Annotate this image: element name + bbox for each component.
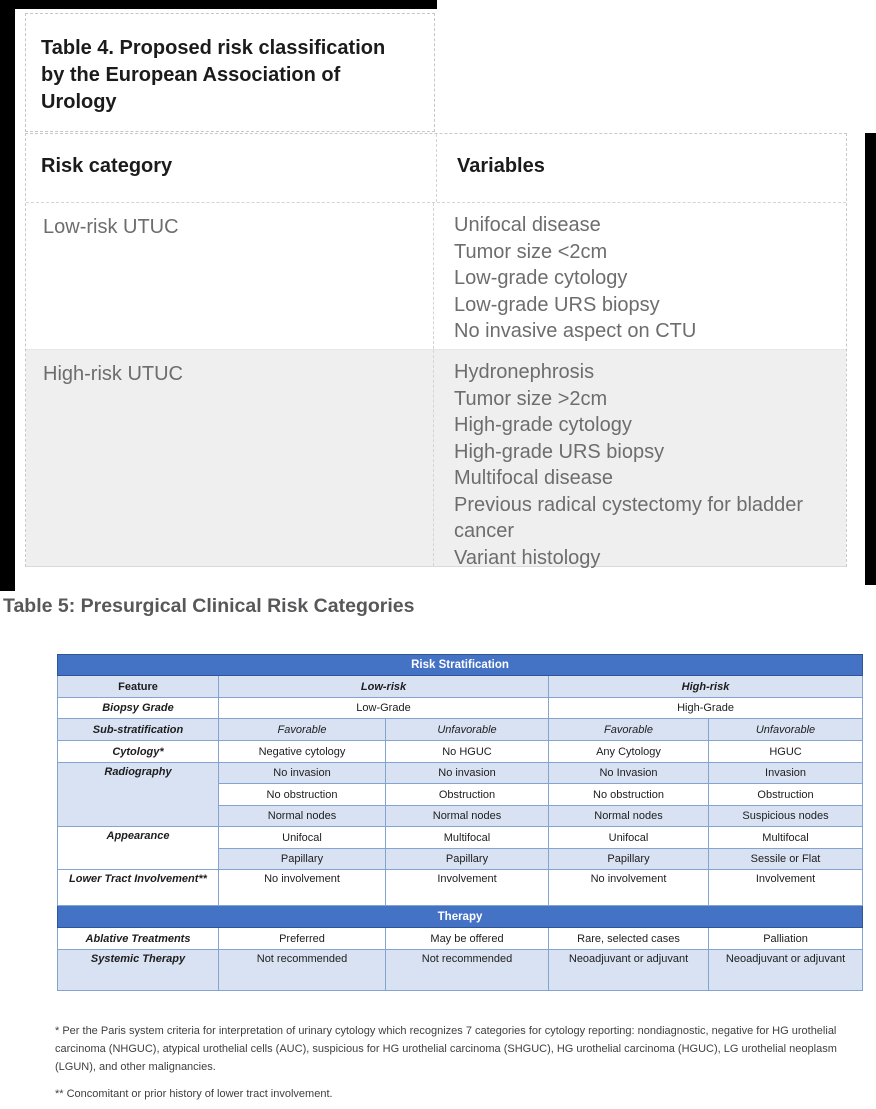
variable-item: Low-grade cytology xyxy=(454,267,628,289)
right-black-frame xyxy=(865,133,876,585)
col-header-low-risk: Low-risk xyxy=(219,676,549,698)
col-header-high-risk: High-risk xyxy=(549,676,863,698)
cell: May be offered xyxy=(386,928,549,950)
table-row xyxy=(58,950,863,991)
cell: Favorable xyxy=(549,719,709,741)
table4-header-variables-cell xyxy=(436,134,846,202)
table4-highrisk-category-cell xyxy=(26,350,433,566)
feature-sub-stratification: Sub-stratification xyxy=(58,719,219,741)
cell: Unfavorable xyxy=(386,719,549,741)
cell: Unifocal xyxy=(219,827,386,849)
feature-cytology: Cytology* xyxy=(58,741,219,763)
table4-header-row xyxy=(26,134,846,203)
table-row xyxy=(58,870,863,906)
feature-biopsy-grade: Biopsy Grade xyxy=(58,698,219,719)
table-row xyxy=(58,741,863,763)
table5-title: Table 5: Presurgical Clinical Risk Categories xyxy=(3,595,415,617)
table4-lowrisk-variables-cell xyxy=(433,203,846,349)
variable-item: High-grade cytology xyxy=(454,414,632,436)
variable-item: Variant histology xyxy=(454,546,601,569)
table4-highrisk-category: High-risk UTUC xyxy=(43,363,183,385)
table5-therapy-section-row xyxy=(58,906,863,928)
cell: Papillary xyxy=(219,849,386,870)
table-row xyxy=(58,827,863,849)
table4-header-category: Risk category xyxy=(41,155,173,177)
variable-item: High-grade URS biopsy xyxy=(454,440,665,463)
cell: Normal nodes xyxy=(386,806,549,827)
top-black-frame xyxy=(0,0,437,9)
cell: No obstruction xyxy=(219,784,386,806)
table4-highrisk-variables xyxy=(434,350,846,571)
cell: Obstruction xyxy=(386,784,549,806)
table4-lowrisk-category-cell xyxy=(26,203,433,349)
variable-item: Tumor size <2cm xyxy=(454,240,608,263)
cell: No HGUC xyxy=(386,741,549,763)
section-header-risk-stratification: Risk Stratification xyxy=(58,655,863,676)
table5-risk-section-row xyxy=(58,655,863,676)
table-row xyxy=(58,928,863,950)
cell: Negative cytology xyxy=(219,741,386,763)
cell: No involvement xyxy=(219,870,386,906)
table-row xyxy=(26,203,846,349)
cell: No invasion xyxy=(219,763,386,784)
variable-item: Low-grade URS biopsy xyxy=(454,293,660,316)
cell: Normal nodes xyxy=(219,806,386,827)
variable-item: No invasive aspect on CTU xyxy=(454,320,697,342)
variable-item: Hydronephrosis xyxy=(454,361,595,383)
cell: Involvement xyxy=(386,870,549,906)
table4-header-variables: Variables xyxy=(457,155,545,177)
table-row xyxy=(58,676,863,698)
cell: Sessile or Flat xyxy=(709,849,863,870)
cell: No involvement xyxy=(549,870,709,906)
cell-high-grade: High-Grade xyxy=(549,698,863,719)
table4-highrisk-variables-cell xyxy=(433,350,846,569)
cell: Preferred xyxy=(219,928,386,950)
variable-item: Previous radical cystectomy for bladder cancer xyxy=(454,493,804,542)
variable-item: Multifocal disease xyxy=(454,467,613,489)
table4 xyxy=(25,133,847,567)
cell: Normal nodes xyxy=(549,806,709,827)
cell: Not recommended xyxy=(386,950,549,991)
cell: Obstruction xyxy=(709,784,863,806)
cell: Neoadjuvant or adjuvant xyxy=(709,950,863,991)
cell: Any Cytology xyxy=(549,741,709,763)
cell: Invasion xyxy=(709,763,863,784)
table-row xyxy=(58,719,863,741)
cell: Multifocal xyxy=(709,827,863,849)
table4-header-category-cell xyxy=(26,134,436,202)
feature-appearance: Appearance xyxy=(58,827,219,870)
variable-item: Tumor size >2cm xyxy=(454,387,608,410)
cell: No obstruction xyxy=(549,784,709,806)
section-header-therapy: Therapy xyxy=(58,906,863,928)
cell: Unifocal xyxy=(549,827,709,849)
col-header-feature: Feature xyxy=(58,676,219,698)
cell: Papillary xyxy=(386,849,549,870)
table4-lowrisk-category: Low-risk UTUC xyxy=(43,216,179,238)
cell: Involvement xyxy=(709,870,863,906)
cell: Neoadjuvant or adjuvant xyxy=(549,950,709,991)
table4-title-cell xyxy=(25,13,435,132)
footnote-paris-system: * Per the Paris system criteria for interpretation of urinary cytology which recognizes 7 categories for cytology reporting: nondiagnostic, negative for HG urothelial carcinoma (NHGUC), atypical urothelial cells (AUC), suspicious for HG urothelial carcinoma (SHGUC), HG urothelial carcinoma (HGUC), LG urothelial neoplasm (LGUN), and other malignancies. xyxy=(55,1025,837,1073)
cell: Suspicious nodes xyxy=(709,806,863,827)
variable-item: Unifocal disease xyxy=(454,214,601,236)
left-black-frame xyxy=(0,0,15,591)
footnote-lower-tract: ** Concomitant or prior history of lower tract involvement. xyxy=(55,1088,333,1100)
cell: Papillary xyxy=(549,849,709,870)
table-row xyxy=(58,698,863,719)
cell-low-grade: Low-Grade xyxy=(219,698,549,719)
table4-title: Table 4. Proposed risk classification by the European Association of Urology xyxy=(41,37,386,113)
feature-systemic-therapy: Systemic Therapy xyxy=(58,950,219,991)
feature-radiography: Radiography xyxy=(58,763,219,827)
table4-lowrisk-variables xyxy=(434,203,846,345)
cell: Not recommended xyxy=(219,950,386,991)
table-row xyxy=(26,349,846,569)
cell: Unfavorable xyxy=(709,719,863,741)
feature-ablative-treatments: Ablative Treatments xyxy=(58,928,219,950)
cell: Rare, selected cases xyxy=(549,928,709,950)
table-row xyxy=(58,763,863,784)
cell: Favorable xyxy=(219,719,386,741)
feature-lower-tract-involvement: Lower Tract Involvement** xyxy=(58,870,219,906)
table5 xyxy=(57,654,863,991)
cell: Palliation xyxy=(709,928,863,950)
cell: No invasion xyxy=(386,763,549,784)
cell: No Invasion xyxy=(549,763,709,784)
cell: Multifocal xyxy=(386,827,549,849)
cell: HGUC xyxy=(709,741,863,763)
